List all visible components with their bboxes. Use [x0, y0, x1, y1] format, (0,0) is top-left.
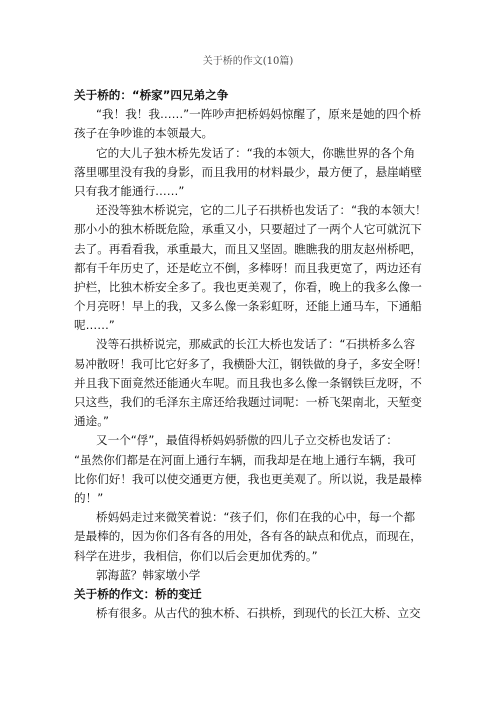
- paragraph-line: 没等石拱桥说完，那威武的长江大桥也发话了：“石拱桥多么容: [96, 337, 416, 352]
- section-heading: 关于桥的：“桥家”四兄弟之争: [74, 88, 229, 102]
- paragraph-line: 是最棒的，因为你们各有各的用处，各有各的缺点和优点，而现在，: [74, 529, 422, 544]
- paragraph-line: 护栏，比独木桥安全多了。我也更美观了，你看，晚上的我多么像一: [74, 279, 422, 294]
- paragraph-line: 郭海蓝？韩家墩小学: [96, 567, 201, 582]
- paragraph-line: 桥妈妈走过来微笑着说：“孩子们，你们在我的心中，每一个都: [96, 510, 416, 525]
- paragraph-line: 易冲散呀！我可比它好多了，我横卧大江，钢铁做的身子，多安全呀！: [74, 356, 428, 371]
- document-body: [74, 86, 432, 623]
- paragraph-line: 都有千年历史了，还是屹立不倒，多棒呀！而且我更宽了，两边还有: [74, 260, 422, 275]
- paragraph-line: 去了。再看看我，承重最大，而且又坚固。瞧瞧我的朋友赵州桥吧，: [74, 241, 422, 256]
- section-heading: 关于桥的作文：桥的变迁: [74, 586, 202, 601]
- paragraph-line: 桥有很多。从古代的独木桥、石拱桥，到现代的长江大桥、立交: [96, 606, 421, 621]
- paragraph-line: 还没等独木桥说完，它的二儿子石拱桥也发话了：“我的本领大！: [96, 203, 427, 218]
- paragraph-line: 它的大儿子独木桥先发话了：“我的本领大，你瞧世界的各个角: [96, 145, 416, 160]
- paragraph-line: 落里哪里没有我的身影，而且我用的材料最少，最方便了，悬崖峭壁: [74, 164, 422, 179]
- paragraph-line: 那小小的独木桥既危险，承重又小，只要超过了一两个人它可就沉下: [74, 222, 422, 237]
- paragraph-line: “我！我！我……”一阵吵声把桥妈妈惊醒了，原来是她的四个桥: [96, 107, 422, 122]
- paragraph-line: 孩子在争吵谁的本领最大。: [74, 126, 214, 141]
- paragraph-line: 的！”: [74, 490, 104, 505]
- paragraph-line: 又一个“俘”，最值得桥妈妈骄傲的四儿子立交桥也发话了：: [96, 433, 398, 448]
- paragraph-line: 个月亮呀！早上的我，又多么像一条彩虹呀，还能上通马车，下通船: [74, 299, 422, 314]
- paragraph-line: 比你们好！我可以使交通更方便，我也更美观了。所以说，我是最棒: [74, 471, 422, 486]
- paragraph-line: 并且我下面竟然还能通火车呢。而且我也多么像一条钢铁巨龙呀，不: [74, 375, 422, 390]
- paragraph-line: “虽然你们都是在河面上通行车辆，而我却是在地上通行车辆，我可: [74, 452, 417, 467]
- paragraph-line: 只这些，我们的毛泽东主席还给我题过词呢：一桥飞架南北，天堑变: [74, 395, 422, 409]
- paragraph-line: 科学在进步，我相信，你们以后会更加优秀的。”: [74, 548, 318, 563]
- paragraph-line: 通途。”: [74, 414, 109, 429]
- paragraph-line: 只有我才能通行……”: [74, 183, 185, 198]
- document-title: 关于桥的作文(10篇): [202, 56, 294, 67]
- paragraph-line: 呢……”: [74, 318, 115, 333]
